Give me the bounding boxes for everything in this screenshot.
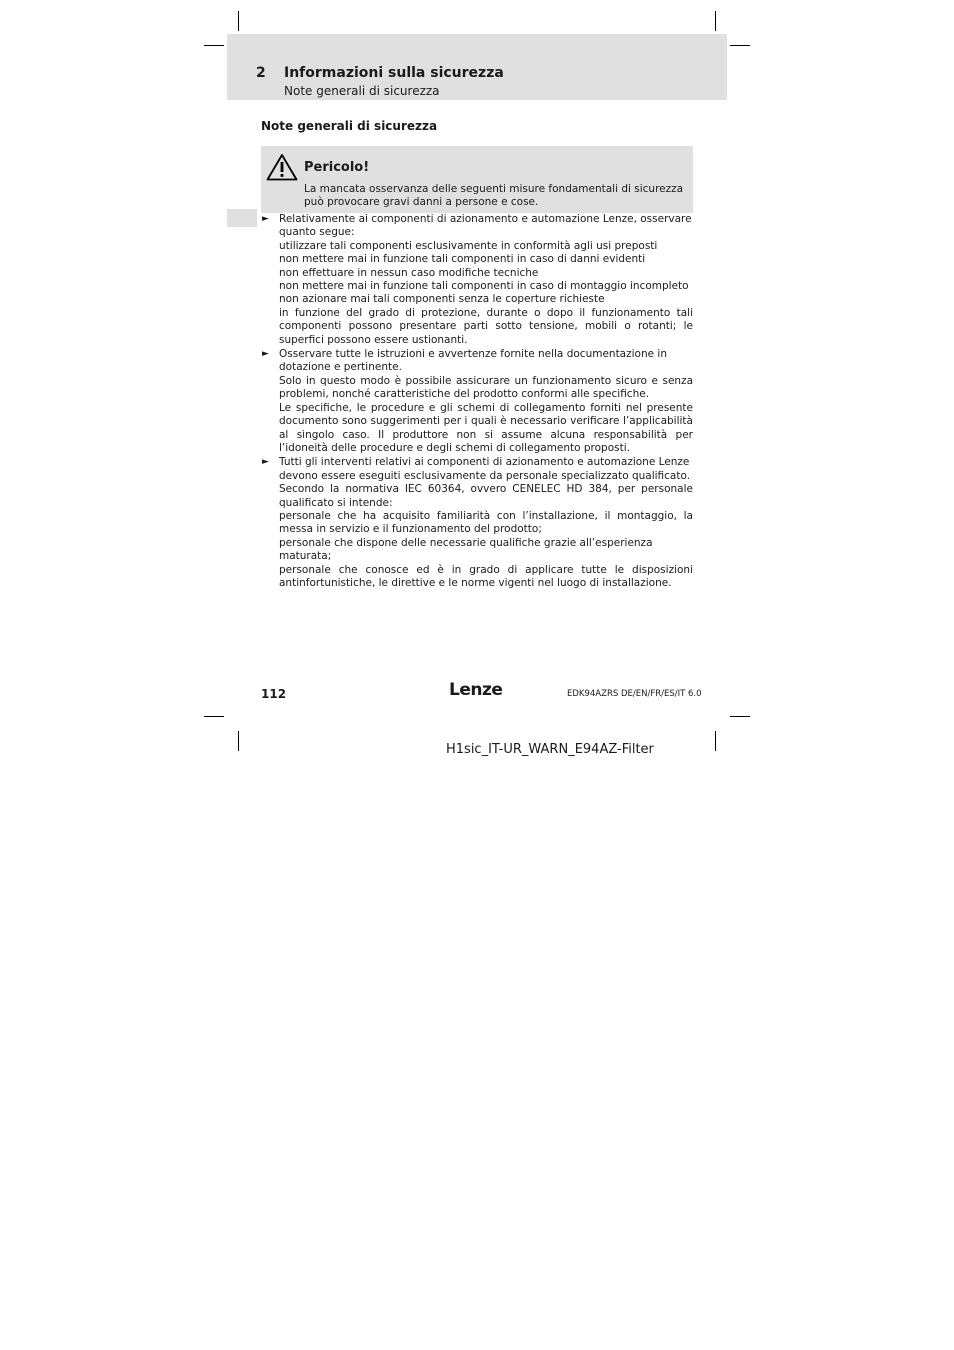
bullet-line: in funzione del grado di protezione, durante o dopo il funzionamento tali componenti possono presentare parti sotto tensione, mobili o rotanti; le superfici possono essere ustionanti.	[279, 306, 693, 346]
bullet-lead: Osservare tutte le istruzioni e avvertenze fornite nella documentazione in dotazione e pertinente.	[279, 348, 667, 374]
file-name-label: H1sic_IT-UR_WARN_E94AZ-Filter	[446, 742, 654, 757]
bullet-line: personale che conosce ed è in grado di applicare tutte le disposizioni antinfortunistiche, le direttive e le norme vigenti nel luogo di installazione.	[279, 563, 693, 589]
bullet-line: Le specifiche, le procedure e gli schemi di collegamento forniti nel presente documento sono suggerimenti per i quali è necessario verificare l’applicabilità al singolo caso. Il produttore non si assume alcuna responsabilità per l’idoneità delle procedure e degli schemi di collegamento proposti.	[279, 401, 693, 454]
document-reference: EDK94AZRS DE/EN/FR/ES/IT 6.0	[567, 689, 702, 699]
bullet-arrow-icon: ►	[262, 214, 269, 224]
bullet-arrow-icon: ►	[262, 349, 269, 360]
crop-mark	[730, 716, 750, 717]
danger-warning-box	[261, 146, 693, 213]
crop-mark	[715, 731, 716, 751]
bullet-line: non azionare mai tali componenti senza le coperture richieste	[279, 293, 605, 306]
bullet-item	[261, 348, 693, 455]
warning-triangle-icon	[266, 153, 298, 181]
bullet-item	[261, 456, 693, 590]
crop-mark	[730, 45, 750, 46]
lenze-logo: Lenze	[449, 680, 503, 700]
crop-mark	[204, 716, 224, 717]
crop-mark	[238, 11, 239, 31]
bullet-item	[261, 213, 693, 347]
bullet-line: Solo in questo modo è possibile assicurare un funzionamento sicuro e senza problemi, nonché caratteristiche del prodotto conformi alle specifiche.	[279, 374, 693, 401]
bullet-lead: Relativamente ai componenti di azionamento e automazione Lenze, osservare quanto segue:	[279, 213, 692, 239]
bullet-line: utilizzare tali componenti esclusivamente in conformità agli usi preposti	[279, 239, 658, 252]
section-heading: Note generali di sicurezza	[261, 119, 438, 133]
side-tab-marker	[227, 209, 257, 227]
safety-instructions	[261, 213, 693, 590]
bullet-lead: Tutti gli interventi relativi ai componenti di azionamento e automazione Lenze devono essere eseguiti esclusivamente da personale specializzato qualificato.	[279, 456, 691, 482]
bullet-line: personale che dispone delle necessarie qualifiche grazie all’esperienza maturata;	[279, 536, 653, 563]
bullet-line: non mettere mai in funzione tali componenti in caso di danni evidenti	[279, 253, 646, 266]
crop-mark	[238, 731, 239, 751]
warning-title: Pericolo!	[304, 160, 370, 175]
bullet-arrow-icon: ►	[262, 457, 269, 468]
chapter-number: 2	[256, 65, 266, 81]
chapter-subtitle: Note generali di sicurezza	[284, 84, 440, 98]
bullet-line: personale che ha acquisito familiarità con l’installazione, il montaggio, la messa in servizio e il funzionamento del prodotto;	[279, 509, 693, 536]
crop-mark	[204, 45, 224, 46]
bullet-line: non mettere mai in funzione tali componenti in caso di montaggio incompleto	[279, 280, 689, 293]
crop-mark	[715, 11, 716, 31]
chapter-title: Informazioni sulla sicurezza	[284, 65, 504, 81]
page-number: 112	[261, 687, 287, 701]
bullet-line: non effettuare in nessun caso modifiche tecniche	[279, 266, 539, 279]
warning-text: La mancata osservanza delle seguenti misure fondamentali di sicurezza può provocare gravi danni a persone e cose.	[304, 183, 684, 208]
bullet-line: Secondo la normativa IEC 60364, ovvero CENELEC HD 384, per personale qualificato si intende:	[279, 483, 693, 509]
